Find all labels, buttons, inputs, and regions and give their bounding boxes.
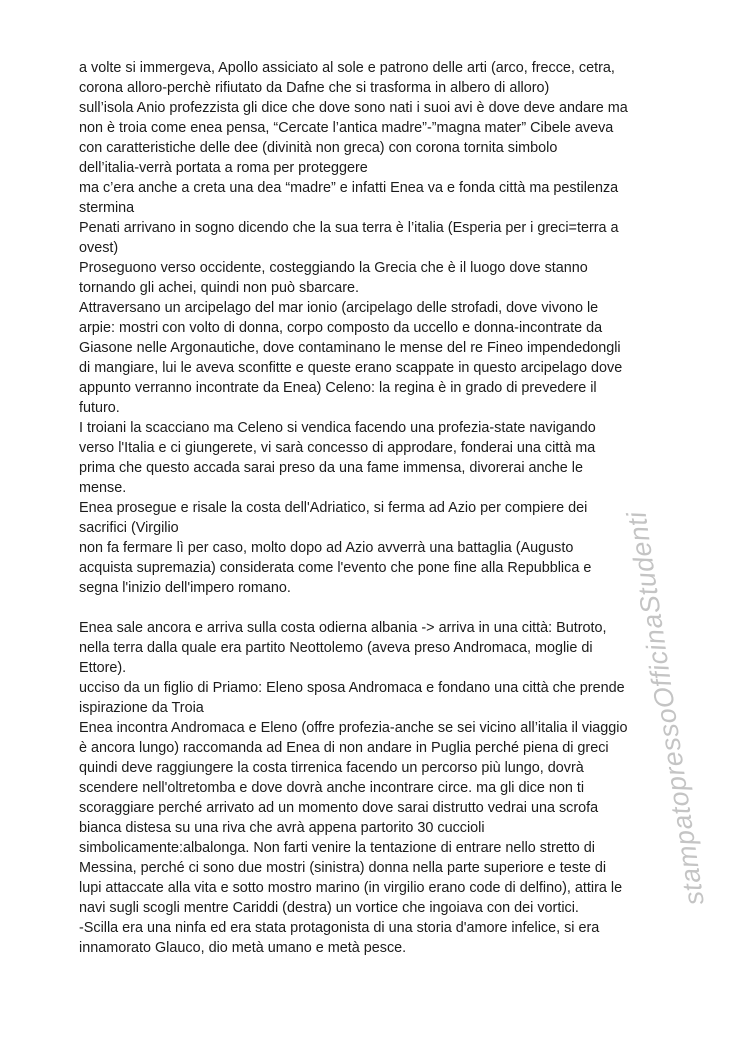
text-line: Penati arrivano in sogno dicendo che la sua terra è l’italia (Esperia per i greci=terra a xyxy=(79,220,619,236)
text-line: navi sugli scogli mentre Cariddi (destra) un vortice che ingoiava con dei vortici. xyxy=(79,900,579,916)
text-line: ucciso da un figlio di Priamo: Eleno sposa Andromaca e fondano una città che prende xyxy=(79,680,625,696)
text-line: non è troia come enea pensa, “Cercate l’antica madre”-”magna mater” Cibele aveva xyxy=(79,120,614,136)
text-line: scendere nell'oltretomba e dove dovrà anche incontrare circe. ma gli dice non ti xyxy=(79,780,585,796)
text-line: lupi attaccate alla vita e sotto mostro marino (in virgilio erano code di delfino), attira le xyxy=(79,880,623,896)
text-line: di mangiare, lui le aveva sconfitte e queste erano scappate in questo arcipelago dove xyxy=(79,360,623,376)
text-line: bianca distesa su una riva che avrà appena partorito 30 cuccioli xyxy=(79,820,485,836)
text-line: segna l'inizio dell'impero romano. xyxy=(79,580,291,596)
text-line: non fa fermare lì per caso, molto dopo ad Azio avverrà una battaglia (Augusto xyxy=(79,540,574,556)
text-line: prima che questo accada sarai preso da una fame immensa, divorerai anche le xyxy=(79,460,583,476)
text-line: appunto verranno incontrate da Enea) Celeno: la regina è in grado di prevedere il xyxy=(79,380,597,396)
text-line: quindi deve raggiungere la costa tirrenica facendo un percorso più lungo, dovrà xyxy=(79,760,584,776)
text-line: Enea prosegue e risale la costa dell'Adriatico, si ferma ad Azio per compiere dei xyxy=(79,500,588,516)
text-line: ma c’era anche a creta una dea “madre” e infatti Enea va e fonda città ma pestilenza xyxy=(79,180,619,196)
text-line: scoraggiare perché arrivato ad un momento dove sarai distrutto vedrai una scrofa xyxy=(79,800,599,816)
text-line: nella terra dalla quale era partito Neottolemo (aveva preso Andromaca, moglie di xyxy=(79,640,593,656)
text-line: ovest) xyxy=(79,240,119,256)
text-line: Enea sale ancora e arriva sulla costa odierna albania -> arriva in una città: Butroto, xyxy=(79,620,607,636)
text-line: innamorato Glauco, dio metà umano e metà pesce. xyxy=(79,940,407,956)
text-line: è ancora lungo) raccomanda ad Enea di non andare in Puglia perché piena di greci xyxy=(79,740,609,756)
text-line: dell’italia-verrà portata a roma per proteggere xyxy=(79,160,368,176)
text-line: sacrifici (Virgilio xyxy=(79,520,179,536)
text-line: Ettore). xyxy=(79,660,127,676)
watermark-text: stampatopressoOfficinaStudenti xyxy=(621,509,710,908)
text-line: Messina, perché ci sono due mostri (sinistra) donna nella parte superiore e teste di xyxy=(79,860,607,876)
text-line: tornando gli achei, quindi non può sbarcare. xyxy=(79,280,360,296)
text-line: simbolicamente:albalonga. Non farti venire la tentazione di entrare nello stretto di xyxy=(79,840,595,856)
document-text xyxy=(79,58,679,958)
text-line: Proseguono verso occidente, costeggiando la Grecia che è il luogo dove stanno xyxy=(79,260,588,276)
text-line: Giasone nelle Argonautiche, dove contaminano le mense del re Fineo impendedongli xyxy=(79,340,621,356)
text-line: corona alloro-perchè rifiutato da Dafne che si trasforma in albero di alloro) xyxy=(79,80,550,96)
text-line xyxy=(79,598,679,618)
text-line: verso l'Italia e ci giungerete, vi sarà concesso di approdare, fonderai una città ma xyxy=(79,440,596,456)
text-line: acquista supremazia) considerata come l'evento che pone fine alla Repubblica e xyxy=(79,560,592,576)
text-line: Enea incontra Andromaca e Eleno (offre profezia-anche se sei vicino all’italia il viaggio xyxy=(79,720,628,736)
text-line: con caratteristiche delle dee (divinità non greca) con corona tornita simbolo xyxy=(79,140,558,156)
text-line: arpie: mostri con volto di donna, corpo composto da uccello e donna-incontrate da xyxy=(79,320,603,336)
text-line: Attraversano un arcipelago del mar ionio (arcipelago delle strofadi, dove vivono le xyxy=(79,300,599,316)
text-line: a volte si immergeva, Apollo assiciato al sole e patrono delle arti (arco, frecce, cetra, xyxy=(79,60,615,76)
text-line: futuro. xyxy=(79,400,120,416)
text-line: I troiani la scacciano ma Celeno si vendica facendo una profezia-state navigando xyxy=(79,420,596,436)
text-line: stermina xyxy=(79,200,135,216)
text-line: -Scilla era una ninfa ed era stata protagonista di una storia d'amore infelice, si era xyxy=(79,920,600,936)
text-line: ispirazione da Troia xyxy=(79,700,204,716)
text-line: mense. xyxy=(79,480,127,496)
text-line: sull’isola Anio profezzista gli dice che dove sono nati i suoi avi è dove deve andare ma xyxy=(79,100,628,116)
